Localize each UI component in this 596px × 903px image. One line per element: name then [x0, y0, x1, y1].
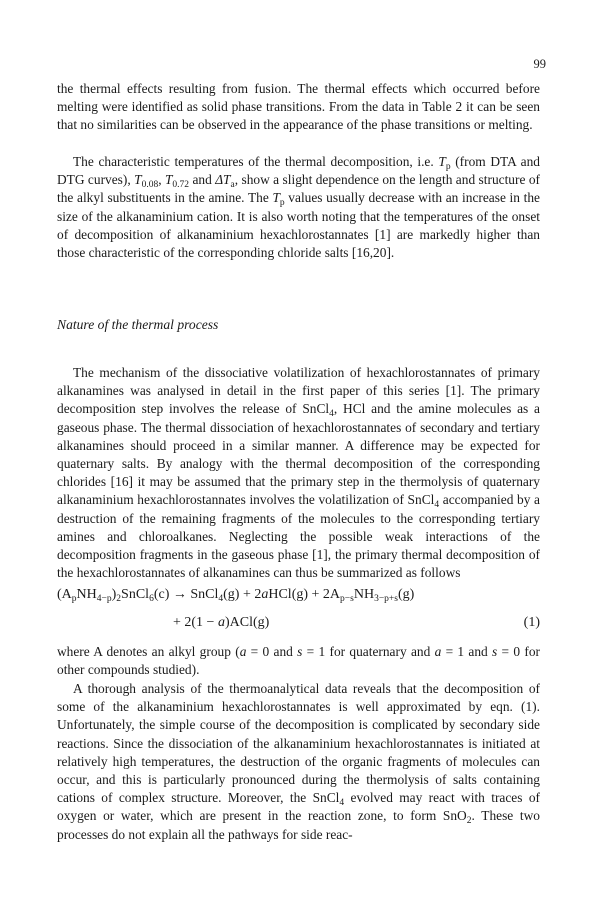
text-run: accompanied by a destruction of the remaining fragments of the molecules to the corresponding tertiary amines and chloroalkanes. Neglecting the possible weak interactions of the decomposition fragments in the gaseous phase [1], the primary thermal decomposition of the hexachlorostannates of alkanamines can thus be summarized as follows [57, 492, 540, 581]
symbol-delta-T: ΔT [215, 172, 231, 188]
text-run: = 1 and [441, 644, 493, 659]
paragraph-where [57, 643, 540, 679]
paragraph-text: the thermal effects resulting from fusion. The thermal effects which occurred before melting were identified as solid phase transitions. From the data in Table 2 it can be seen that no similarities can be observed in the appearance of the phase transitions or melting. [57, 81, 540, 133]
eq-subscript: p [71, 594, 77, 604]
eq-subscript: p−s [340, 594, 354, 604]
subscript: 2 [466, 816, 472, 827]
text-run: where A denotes an alkyl group ( [57, 644, 240, 659]
text-run: = 1 for quaternary and [302, 644, 435, 659]
section-heading: Nature of the thermal process [57, 317, 219, 332]
eq-variable: a [217, 615, 225, 630]
equation-number: (1) [523, 615, 540, 630]
eq-part: + 2(1 − [173, 615, 218, 630]
variable-a: a [434, 644, 442, 659]
text-run: = 0 for other compounds studied). [57, 644, 541, 678]
eq-subscript: 3−p+s [374, 594, 398, 604]
eq-part: (g) [398, 587, 415, 602]
paragraph-mechanism [57, 364, 540, 582]
text-run: = 0 and [246, 644, 298, 659]
text-run: and [189, 172, 216, 188]
paragraph-text [57, 364, 540, 582]
variable-a: a [239, 644, 247, 659]
paragraph-characteristic-temperatures [57, 153, 540, 262]
paragraph-text [57, 643, 540, 679]
text-run: (from DTA and DTG curves), [57, 154, 540, 188]
equation-line-2 [57, 612, 540, 634]
text-run: . These two processes do not explain all the pathways for side reac- [57, 808, 540, 842]
equation-line-1 [57, 584, 540, 606]
eq-subscript: 4 [218, 594, 224, 604]
page-number: 99 [533, 57, 546, 71]
text-run: values usually decrease with an increase in the size of the alkanaminium cation. It is also worth noting that the temperatures of the onset of decomposition of alkanaminium hexachlorostannates [1] are markedly higher than those characteristic of the corresponding chloride salts [16,20]. [57, 190, 540, 261]
subscript: 0.08 [141, 180, 159, 191]
eq-part: (c) → SnCl [153, 587, 219, 602]
text-run: , [158, 172, 165, 188]
paragraph-fusion-effects [57, 80, 540, 135]
variable-s: s [492, 644, 498, 659]
text-run: A thorough analysis of the thermoanalytical data reveals that the decomposition of some of the alkanaminium hexachlorostannates is well approximated by eqn. (1). Unfortunately, the simple course of the decomposition is complicated by secondary side reactions. Since the dissociation of the alkanaminium hexachlorostannates is initiated at relatively high temperatures, the destruction of the organic fragments of molecules can occur, and this is particularly pronounced during the thermolysis of salts containing cations of complex structure. Moreover, the SnCl [57, 681, 540, 806]
eq-subscript: 6 [149, 594, 154, 604]
eq-part: (g) + 2 [223, 587, 262, 602]
symbol-T: T [272, 190, 280, 206]
eq-subscript: 4−p [96, 594, 112, 604]
subscript: p [445, 162, 451, 172]
eq-part: )ACl(g) [224, 615, 270, 630]
eq-part: NH [76, 587, 97, 602]
eq-variable: a [261, 587, 269, 602]
text-run: , show a slight dependence on the length and structure of the alkyl substituents in the amine. The [57, 172, 540, 206]
variable-s: s [297, 644, 303, 659]
subscript: 4 [339, 798, 345, 809]
symbol-T: T [438, 154, 446, 169]
eq-part: HCl(g) + 2A [268, 587, 341, 602]
subscript: a [230, 180, 235, 191]
symbol-T: T [164, 172, 173, 188]
subscript: 0.72 [172, 180, 190, 191]
eq-subscript: 2 [116, 594, 122, 604]
paragraph-text [57, 680, 540, 844]
subscript: p [279, 198, 285, 209]
text-run: The characteristic temperatures of the thermal decomposition, i.e. [73, 154, 439, 169]
text-run: The mechanism of the dissociative volatilization of hexachlorostannates of primary alkanamines was analysed in detail in the first paper of this series [1]. The primary decomposition step involves the release of SnCl [57, 365, 540, 417]
paragraph-analysis [57, 680, 540, 844]
symbol-T: T [134, 172, 142, 188]
paragraph-text [57, 153, 540, 262]
eq-part: (A [57, 587, 72, 602]
eq-part: SnCl [121, 587, 150, 602]
subscript: 4 [434, 500, 440, 511]
eq-part: ) [111, 587, 117, 602]
subscript: 4 [329, 409, 334, 420]
eq-part: NH [353, 587, 375, 602]
text-run: , HCl and the amine molecules as a gaseous phase. The thermal dissociation of hexachlorostannates of secondary and tertiary alkanamines should proceed in a similar manner. A difference may be expected for quaternary salts. By analogy with the thermal decomposition of the corresponding chlorides [16] it may be assumed that the primary step in the thermolysis of quaternary alkanaminium hexachlorostannates involves the volatilization of SnCl [57, 401, 540, 508]
text-run: evolved may react with traces of oxygen or water, which are present in the reaction zone, to form SnO [57, 790, 540, 824]
